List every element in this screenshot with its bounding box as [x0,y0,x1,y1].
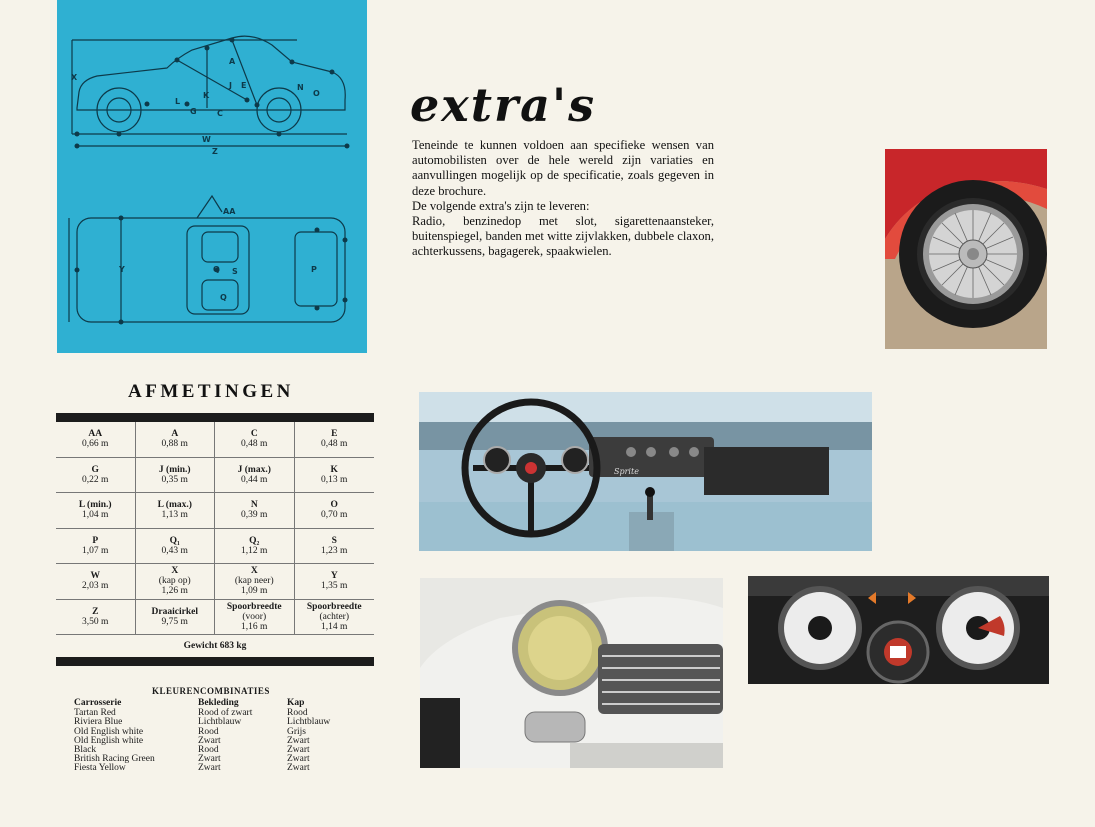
dimension-value: 0,88 m [161,439,188,450]
intro-paragraph-1: Teneinde te kunnen voldoen aan specifieke wensen van automobilisten over de hele wereld zijn variaties en aanvullingen mogelijk op de specificatie, zoals gegeven in deze brochure. [412,138,714,198]
table-bottom-bar [56,657,374,666]
dimension-label: N [250,500,258,511]
dimension-value: 1,14 m [321,621,348,632]
carrosserie-header: Carrosserie [74,698,122,708]
dimension-value: 0,44 m [241,474,268,485]
bekleding-item: Zwart [198,763,221,774]
dimension-cell [56,493,136,529]
dimension-cell [215,529,295,565]
dimension-label: K [330,464,338,475]
kap-item: Zwart [287,754,310,765]
dimension-value: 0,43 m [161,545,188,556]
dimension-label: P [92,535,99,546]
dimension-cell [295,600,375,636]
bekleding-item: Rood of zwart [198,708,253,719]
dimension-cell [136,458,216,494]
afmetingen-title: AFMETINGEN [128,381,294,402]
dimension-label: X [171,566,179,577]
carrosserie-item: Old English white [74,735,144,746]
dimension-cell [136,564,216,600]
dimension-cell [136,422,216,458]
dimension-cell [56,564,136,600]
page-title: extra's [410,78,596,132]
label-a: A [229,57,236,66]
carrosserie-item: British Racing Green [74,754,155,765]
dimension-value: 1,12 m [241,545,268,556]
dimension-label: Z [92,606,99,617]
dimension-cell [215,493,295,529]
dimension-cell [215,600,295,636]
kap-item: Grijs [287,726,306,737]
dimension-value: 1,09 m [241,586,268,597]
label-n: N [297,83,304,92]
dimension-sublabel: (voor) [242,611,267,622]
carrosserie-item: Fiesta Yellow [74,763,126,774]
label-g: G [190,107,197,116]
dimension-cell [56,600,136,636]
dimension-label: E [331,429,338,440]
dimension-label: Draaicirkel [151,606,198,617]
dimension-label: C [250,429,258,440]
dimension-cell [136,600,216,636]
label-z: Z [212,147,218,156]
dimension-value: 1,04 m [82,510,109,521]
dimension-value: 0,13 m [321,474,348,485]
kap-item: Zwart [287,745,310,756]
dimension-cell [56,458,136,494]
intro-paragraph-3: Radio, benzinedop met slot, sigarettenaansteker, buitenspiegel, banden met witte zijvlakken, dubbele claxon, achterkussens, bagagerek, spaakwielen. [412,214,714,259]
dimension-cell [295,493,375,529]
dimension-value: 9,75 m [161,616,188,627]
dimension-value: 0,39 m [241,510,268,521]
kap-header: Kap [287,698,305,708]
intro-text [412,138,714,260]
dimension-value: 1,35 m [321,581,348,592]
dimension-label: Y [330,571,338,582]
dimension-value: 1,26 m [161,586,188,597]
label-y: Y [119,265,125,274]
bekleding-header: Bekleding [198,698,239,708]
dimension-sublabel: (achter) [319,611,350,622]
bekleding-item: Zwart [198,754,221,765]
weight-row: Gewicht 683 kg [183,641,247,651]
dimension-value: 0,35 m [161,474,188,485]
dimension-cell [215,458,295,494]
dimension-value: 1,16 m [241,621,268,632]
label-e: E [241,81,247,90]
dimension-cell [295,529,375,565]
dimension-label: O [330,500,338,511]
dimension-cell [136,493,216,529]
dimension-value: 0,70 m [321,510,348,521]
dimension-value: 0,48 m [321,439,348,450]
car-dimension-drawing [57,0,367,353]
label-q1: Q [213,265,220,274]
dimension-cell [215,422,295,458]
label-c: C [217,109,223,118]
dimension-label: AA [88,429,103,440]
dimension-label: J (min.) [158,464,191,475]
dimension-cell [295,458,375,494]
dimension-cell [295,422,375,458]
dimension-label: Spoorbreedte [226,601,282,612]
dimension-label: Spoorbreedte [306,601,362,612]
dimension-sublabel: (kap neer) [234,576,274,587]
bekleding-column [198,699,252,774]
wire-wheel-photo [885,149,1047,349]
label-p: P [311,265,317,274]
dashboard-photo [419,392,872,551]
kap-item: Zwart [287,735,310,746]
dimension-label: J (max.) [237,464,271,475]
dimension-value: 1,23 m [321,545,348,556]
label-s: S [232,267,238,276]
headlamp-photo [420,578,723,768]
dimension-cell [295,564,375,600]
dimensions-table [56,422,374,635]
dimension-value: 0,22 m [82,474,109,485]
dimension-label: G [91,464,99,475]
dimension-value: 2,03 m [82,581,109,592]
dimension-value: 3,50 m [82,616,109,627]
kap-item: Lichtblauw [287,717,331,728]
dimension-cell [215,564,295,600]
label-aa: AA [223,207,236,216]
carrosserie-column [74,699,155,774]
label-j: J [229,81,232,90]
dimension-label: X [250,566,258,577]
dimension-value: 0,48 m [241,439,268,450]
dimension-label: Q₂ [249,535,260,546]
kap-item: Rood [287,708,308,719]
kap-column [287,699,330,774]
table-top-bar [56,413,374,422]
label-k: K [203,91,210,100]
dimension-label: L (max.) [157,500,192,511]
label-l: L [175,97,181,106]
carrosserie-item: Old English white [74,726,144,737]
dimension-value: 1,07 m [82,545,109,556]
label-q2: Q [220,293,227,302]
bekleding-item: Lichtblauw [198,717,242,728]
dimension-label: S [331,535,337,546]
dimension-cell [136,529,216,565]
dimension-cell [56,529,136,565]
bekleding-item: Rood [198,745,219,756]
label-x: X [71,73,78,82]
dimension-value: 0,66 m [82,439,109,450]
dimension-label: A [171,429,179,440]
label-o: O [313,89,320,98]
carrosserie-item: Riviera Blue [74,717,123,728]
dimension-value: 1,13 m [161,510,188,521]
carrosserie-item: Black [74,745,97,756]
dimension-cell [56,422,136,458]
intro-paragraph-2: De volgende extra's zijn te leveren: [412,198,590,213]
bekleding-item: Rood [198,726,219,737]
kleurencombinaties-title: KLEURENCOMBINATIES [152,686,270,696]
sprite-badge: Sprite [614,467,639,476]
gauges-photo [748,576,1049,684]
dimension-label: W [90,571,100,582]
bekleding-item: Zwart [198,735,221,746]
kap-item: Zwart [287,763,310,774]
carrosserie-item: Tartan Red [74,708,116,719]
dimension-sublabel: (kap op) [158,576,191,587]
dimension-blueprint [57,0,367,353]
dimension-label: Q₁ [169,535,180,546]
dimension-label: L (min.) [78,500,112,511]
label-w: W [202,135,211,144]
